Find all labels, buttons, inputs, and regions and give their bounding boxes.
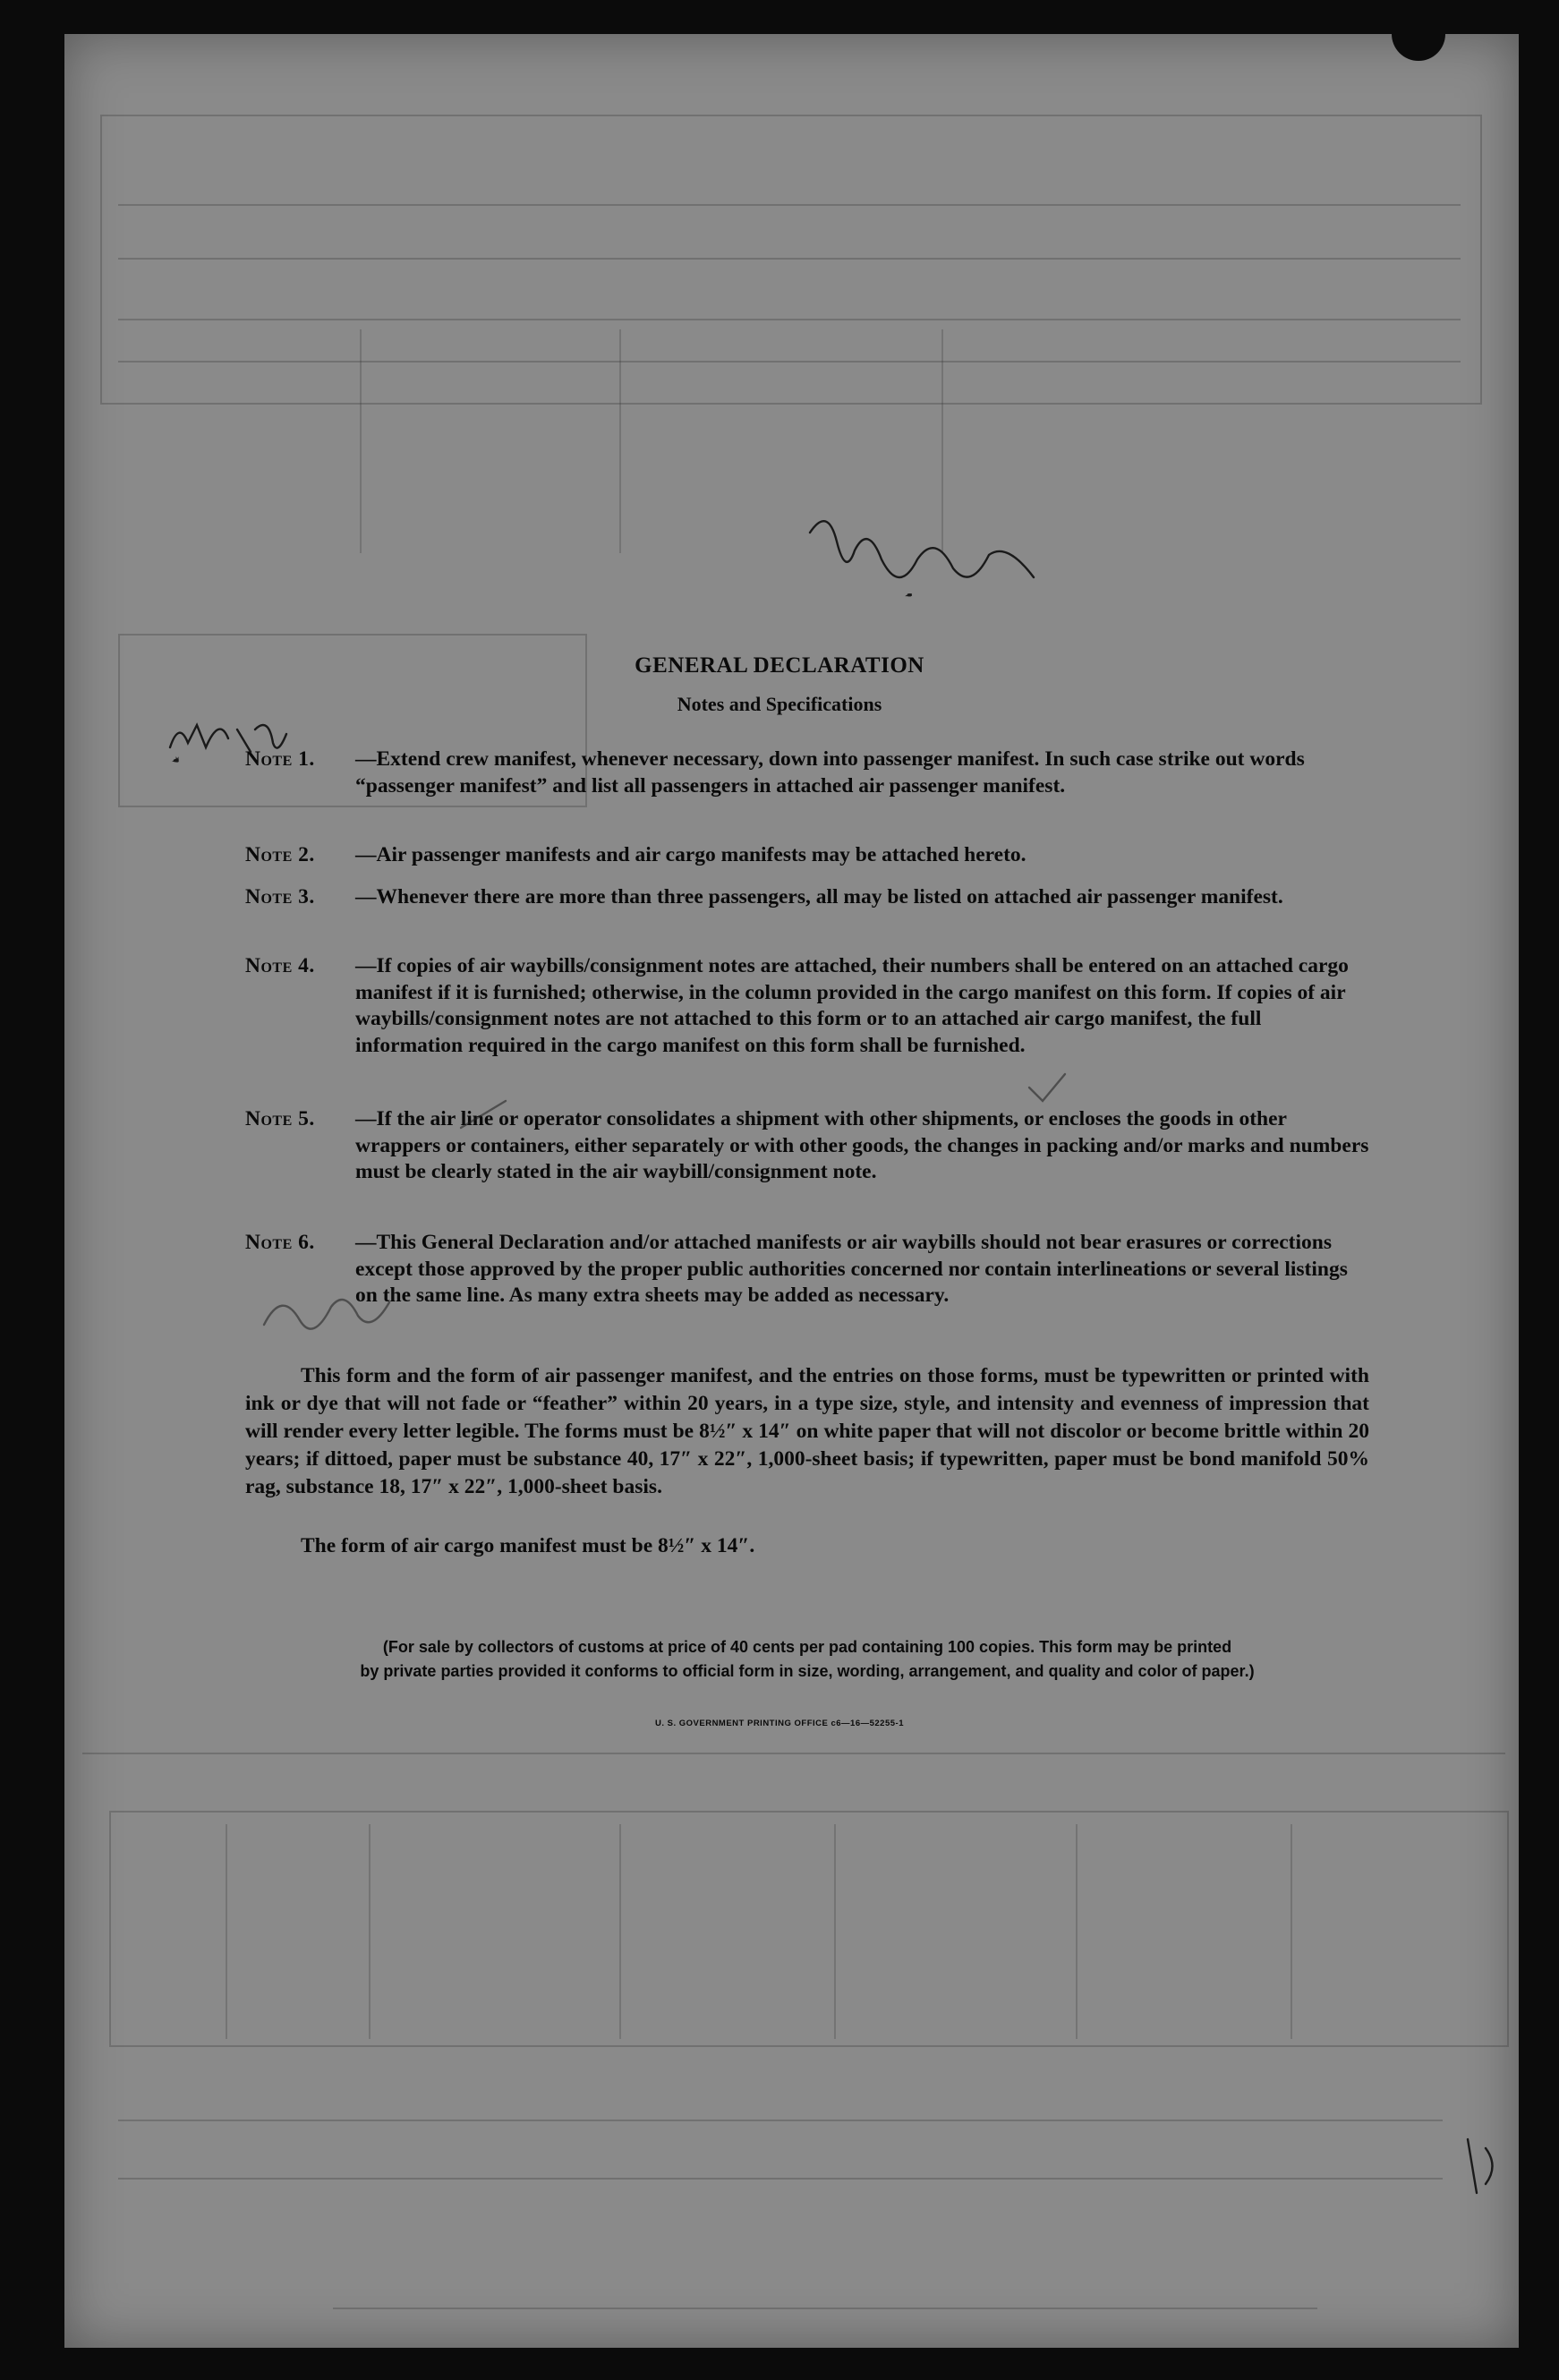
note-4 — [245, 953, 1369, 1059]
bleed-through-rule — [118, 2178, 1443, 2180]
handwritten-margin-text: 9:45 PM — [175, 761, 178, 762]
bleed-through-rule — [118, 204, 1461, 206]
document-sheet — [64, 34, 1519, 2348]
note-1 — [245, 746, 1369, 799]
handwritten-diagonal-note — [801, 506, 1052, 604]
bleed-through-rule — [369, 1824, 371, 2039]
note-text: —Air passenger manifests and air cargo manifests may be attached hereto. — [355, 843, 1027, 866]
note-text: —If copies of air waybills/consignment notes are attached, their numbers shall be entered on an attached cargo manifest if it is furnished; otherwise, in the column provided in the cargo manifest on this form. If copies of air waybills/consignment notes are not attached to this form or to an attached air cargo manifest, the full information required in the cargo manifest on this form shall be furnished. — [355, 954, 1349, 1057]
printer-line: U. S. GOVERNMENT PRINTING OFFICE c6—16—52255-1 — [655, 1719, 904, 1728]
bleed-through-rule — [360, 329, 362, 553]
note-3 — [245, 884, 1369, 911]
bleed-through-rule — [619, 1824, 621, 2039]
note-label: Note 2. — [245, 843, 315, 866]
note-text: —If the air line or operator consolidates a shipment with other shipments, or encloses the goods in other wrappers or containers, either separately or with other goods, the changes in packing and/or marks and numbers must be clearly stated in the air waybill/consignment note. — [355, 1107, 1369, 1183]
pencil-stroke — [456, 1096, 510, 1132]
specification-paragraph — [245, 1362, 1369, 1501]
margin-mark — [1459, 2130, 1504, 2202]
note-text: —This General Declaration and/or attached manifests or air waybills should not bear erasures or corrections except those approved by the proper public authorities concerned nor contain interlineations or several listings on the same line. As many extra sheets may be added as necessary. — [355, 1231, 1348, 1307]
note-5 — [245, 1106, 1369, 1186]
bleed-through-rule — [619, 329, 621, 553]
sale-note-line-2: by private parties provided it conforms to official form in size, wording, arrangement, and quality and color of paper.) — [360, 1662, 1255, 1680]
bleed-through-rule — [1076, 1824, 1078, 2039]
pencil-check-mark — [1025, 1070, 1069, 1105]
note-label: Note 5. — [245, 1107, 315, 1130]
note-label: Note 6. — [245, 1231, 315, 1254]
note-text: —Extend crew manifest, whenever necessary, down into passenger manifest. In such case strike out words “passenger manifest” and list all passengers in attached air passenger manifest. — [355, 747, 1305, 798]
declaration-subtitle: Notes and Specifications — [677, 693, 882, 715]
bleed-through-rule — [118, 2120, 1443, 2121]
handwritten-margin-note — [166, 712, 291, 765]
handwritten-scribble — [260, 1280, 394, 1343]
bleed-through-cargo-box — [109, 1811, 1509, 2047]
declaration-title: GENERAL DECLARATION — [635, 653, 924, 678]
bleed-through-rule — [82, 1753, 1505, 1754]
bleed-through-rule — [118, 361, 1461, 363]
bleed-through-rule — [226, 1824, 227, 2039]
bleed-through-rule — [333, 2307, 1317, 2309]
cargo-manifest-size: The form of air cargo manifest must be 8½″ x 14″. — [301, 1534, 755, 1557]
note-text: —Whenever there are more than three passengers, all may be listed on attached air passenger manifest. — [355, 885, 1283, 908]
note-6 — [245, 1230, 1369, 1309]
bleed-through-rule — [834, 1824, 836, 2039]
note-2 — [245, 842, 1369, 869]
bleed-through-rule — [118, 319, 1461, 320]
bleed-through-rule — [1291, 1824, 1292, 2039]
sale-note-line-1: (For sale by collectors of customs at price of 40 cents per pad containing 100 copies. This form may be printed — [382, 1638, 1232, 1656]
specification-text: This form and the form of air passenger manifest, and the entries on those forms, must be typewritten or printed with ink or dye that will not fade or “feather” within 20 years, in a type size, style, and intensity and evenness of impression that will render every letter legible. The forms must be 8½″ x 14″ on white paper that will not discolor or become brittle within 20 years; if dittoed, paper must be substance 40, 17″ x 22″, 1,000-sheet basis; if typewritten, paper must be bond manifold 50% rag, substance 18, 17″ x 22″, 1,000-sheet basis. — [245, 1364, 1369, 1498]
note-label: Note 1. — [245, 747, 315, 771]
note-label: Note 4. — [245, 954, 315, 977]
bleed-through-rule — [118, 258, 1461, 260]
note-label: Note 3. — [245, 885, 315, 908]
handwritten-diagonal-text: 25 lect — [908, 595, 911, 596]
